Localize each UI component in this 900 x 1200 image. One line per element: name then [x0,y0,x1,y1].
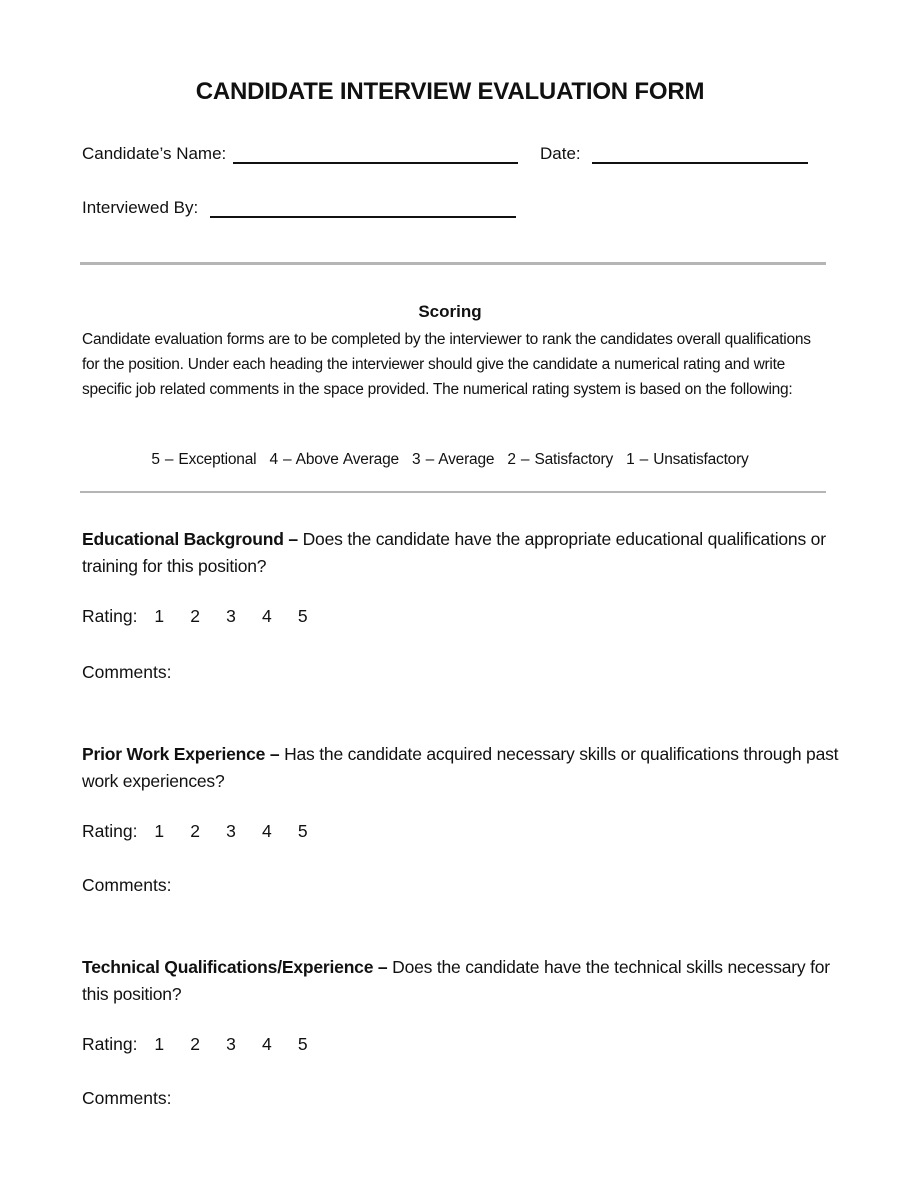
rating-option-2[interactable]: 2 [190,606,200,626]
comments-label: Comments: [82,875,172,895]
section-question [82,526,842,580]
rating-row [82,1034,329,1055]
section-question-text: Has the candidate acquired necessary skills or qualifications through past work experiences? [82,744,839,791]
rating-label: Rating: [82,606,138,626]
scale-item: 1 – Unsatisfactory [626,451,749,468]
date-field[interactable] [592,162,808,164]
section-title: Prior Work Experience – [82,744,280,764]
rating-option-5[interactable]: 5 [297,821,308,841]
rating-option-4[interactable]: 4 [261,606,272,626]
section-title: Technical Qualifications/Experience – [82,957,388,977]
rating-option-1[interactable]: 1 [154,821,165,841]
date-label: Date: [540,144,581,163]
section-question-text: Does the candidate have the appropriate educational qualifications or training for this position? [82,529,826,576]
rating-option-2[interactable]: 2 [190,1034,200,1054]
rating-row [82,606,329,627]
rating-row [82,821,329,842]
scoring-instructions: Candidate evaluation forms are to be completed by the interviewer to rank the candidates overall qualifications for the position. Under each heading the interviewer should give the candidate a numerical rating and write specific job related comments in the space provided. The numerical rating system is based on the following: [82,331,811,398]
rating-option-1[interactable]: 1 [154,1034,165,1054]
rating-option-4[interactable]: 4 [261,821,272,841]
section-title: Educational Background – [82,529,298,549]
scale-item: 3 – Average [412,451,495,468]
form-title: CANDIDATE INTERVIEW EVALUATION FORM [195,78,705,105]
rating-option-3[interactable]: 3 [226,606,236,626]
scale-item: 5 – Exceptional [151,451,257,468]
rating-scale [0,451,900,469]
scoring-heading: Scoring [418,302,482,321]
rating-option-5[interactable]: 5 [297,606,308,626]
section-question [82,954,842,1008]
rating-option-5[interactable]: 5 [297,1034,308,1054]
scale-item: 4 – Above Average [269,451,399,468]
divider [80,491,826,493]
divider [80,262,826,265]
interviewed-by-label: Interviewed By: [82,198,199,217]
interviewed-by-field[interactable] [210,216,516,218]
rating-option-1[interactable]: 1 [154,606,165,626]
section-question-text: Does the candidate have the technical skills necessary for this position? [82,957,830,1004]
candidate-name-field[interactable] [233,162,518,164]
scale-item: 2 – Satisfactory [507,451,614,468]
candidate-name-label: Candidate’s Name: [82,144,227,163]
comments-label: Comments: [82,662,172,682]
rating-option-3[interactable]: 3 [226,821,236,841]
rating-option-2[interactable]: 2 [190,821,200,841]
section-prior-work-experience [82,741,842,895]
section-educational-background [82,526,842,682]
rating-option-3[interactable]: 3 [226,1034,236,1054]
section-question [82,741,842,795]
rating-label: Rating: [82,821,138,841]
rating-option-4[interactable]: 4 [261,1034,272,1054]
section-technical-qualifications [82,954,842,1108]
comments-label: Comments: [82,1088,172,1108]
rating-label: Rating: [82,1034,138,1054]
